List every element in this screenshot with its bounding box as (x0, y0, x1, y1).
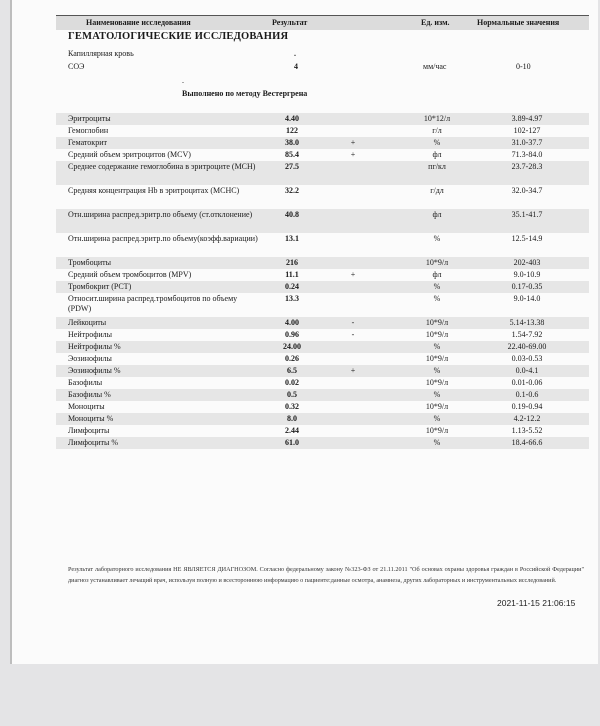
table-row (56, 389, 589, 401)
row-name: Отн.ширина распред.эритр.по объему(коэфф.вариации) (68, 234, 258, 243)
row-unit: фл (432, 210, 442, 219)
row-unit: % (433, 414, 441, 423)
row-flag: + (350, 138, 356, 147)
row-norm: 12.5-14.9 (511, 234, 543, 243)
row-value: 8.0 (287, 414, 297, 423)
row-value: 122 (286, 126, 298, 135)
row-value: 61.0 (285, 438, 299, 447)
row-norm: 31.0-37.7 (511, 138, 543, 147)
row-value: 13.3 (285, 294, 299, 303)
row-name: Лимфоциты % (68, 438, 119, 447)
row-unit: % (433, 438, 441, 447)
row-unit: 10*12/л (423, 114, 451, 123)
page-edge (10, 0, 12, 664)
row-flag: + (350, 366, 356, 375)
row-norm: 0.01-0.06 (511, 378, 543, 387)
row-value: 0.96 (285, 330, 299, 339)
header-norm: Нормальные значения (477, 18, 560, 27)
row-norm: 32.0-34.7 (511, 186, 543, 195)
row-norm: 1.13-5.52 (511, 426, 543, 435)
row-norm: 0.1-0.6 (515, 390, 539, 399)
row-value: 0.02 (285, 378, 299, 387)
row-norm: 9.0-14.0 (513, 294, 541, 303)
table-header (56, 15, 589, 30)
row-value: 13.1 (285, 234, 299, 243)
table-row (56, 341, 589, 353)
row-value: 2.44 (285, 426, 299, 435)
row-norm: 202-403 (513, 258, 541, 267)
row-name: Тромбокрит (PCT) (68, 282, 132, 291)
row-value: 6.5 (287, 366, 297, 375)
timestamp: 2021-11-15 21:06:15 (497, 598, 576, 608)
row-norm: 22.40-69.00 (507, 342, 547, 351)
row-value: 85.4 (285, 150, 299, 159)
row-name: Базофилы (68, 378, 103, 387)
row-norm: 3.89-4.97 (511, 114, 543, 123)
row-norm: 9.0-10.9 (513, 270, 541, 279)
row-value: 0.26 (285, 354, 299, 363)
row-norm: 23.7-28.3 (511, 162, 543, 171)
row-value: 38.0 (285, 138, 299, 147)
table-row (56, 161, 589, 185)
row-norm: 5.14-13.38 (509, 318, 545, 327)
disclaimer: Результат лабораторного исследования НЕ ЯВЛЯЕТСЯ ДИАГНОЗОМ. Согласно федеральному закону №323-ФЗ от 21.11.2011 "Об основах охраны здоровья граждан в Российской Федерации" диагноз устанавливает лечащий врач, используя полную и всестороннюю информацию о пациенте:данные осмотра, анамнеза, других лабораторных и инструментальных исследований. (68, 566, 584, 584)
row-name: Средний объем эритроцитов (MCV) (68, 150, 191, 159)
row-value: 4.00 (285, 318, 299, 327)
row-flag: + (350, 150, 356, 159)
row-value: 27.5 (285, 162, 299, 171)
row-unit: % (433, 390, 441, 399)
header-unit: Ед. изм. (421, 18, 450, 27)
row-name: Тромбоциты (68, 258, 111, 267)
row-name: Моноциты (68, 402, 105, 411)
row-norm: 4.2-12.2 (513, 414, 541, 423)
row-unit: фл (432, 270, 442, 279)
row-name: Гематокрит (68, 138, 107, 147)
row-name: Моноциты % (68, 414, 114, 423)
row-unit: 10*9/л (425, 258, 449, 267)
row-name: Нейтрофилы (68, 330, 113, 339)
row-flag: - (351, 318, 355, 327)
row-name: Базофилы % (68, 390, 111, 399)
row-flag: + (350, 270, 356, 279)
section-title: ГЕМАТОЛОГИЧЕСКИЕ ИССЛЕДОВАНИЯ (68, 31, 289, 42)
row-norm: 0.17-0.35 (511, 282, 543, 291)
table-row (56, 353, 589, 365)
table-row (56, 413, 589, 425)
pre-row-capillary (56, 47, 589, 60)
pre-row-name: СОЭ (68, 62, 85, 71)
row-norm: 0.03-0.53 (511, 354, 543, 363)
table-row (56, 209, 589, 233)
pre-row-unit: мм/час (423, 62, 447, 71)
table-row (56, 137, 589, 149)
table-row (56, 281, 589, 293)
row-value: 40.8 (285, 210, 299, 219)
row-norm: 18.4-66.6 (511, 438, 543, 447)
table-row (56, 329, 589, 341)
table-row (56, 317, 589, 329)
row-value: 0.32 (285, 402, 299, 411)
dot-mark: . (182, 76, 184, 85)
row-unit: 10*9/л (425, 378, 449, 387)
row-flag: - (351, 330, 355, 339)
row-name: Отн.ширина распред.эритр.по объему (ст.отклонение) (68, 210, 253, 219)
row-name: Эритроциты (68, 114, 111, 123)
table-row (56, 293, 589, 317)
pre-row-value: . (294, 49, 296, 58)
row-unit: % (433, 342, 441, 351)
row-name: Нейтрофилы % (68, 342, 121, 351)
row-value: 0.5 (287, 390, 297, 399)
row-value: 4.40 (285, 114, 299, 123)
table-row (56, 401, 589, 413)
table-row (56, 269, 589, 281)
method-note: Выполнено по методу Вестергрена (182, 89, 308, 98)
row-value: 11.1 (285, 270, 299, 279)
row-unit: 10*9/л (425, 318, 449, 327)
row-unit: 10*9/л (425, 426, 449, 435)
row-unit: г/дл (430, 186, 444, 195)
row-unit: 10*9/л (425, 354, 449, 363)
row-name: Эозинофилы % (68, 366, 121, 375)
results-table (56, 113, 589, 449)
row-unit: % (433, 138, 441, 147)
header-result: Результат (272, 18, 308, 27)
pre-row-norm: 0-10 (516, 62, 531, 71)
row-name: Среднее содержание гемоглобина в эритроците (MCH) (68, 162, 256, 171)
row-name: Лейкоциты (68, 318, 107, 327)
row-norm: 0.19-0.94 (511, 402, 543, 411)
row-name: Эозинофилы (68, 354, 112, 363)
row-norm: 102-127 (513, 126, 541, 135)
row-unit: % (433, 234, 441, 243)
pre-row-esr (56, 60, 589, 73)
row-name: Гемоглобин (68, 126, 109, 135)
row-unit: 10*9/л (425, 330, 449, 339)
row-value: 24.00 (283, 342, 301, 351)
row-name: Средний объем тромбоцитов (MPV) (68, 270, 192, 279)
row-norm: 35.1-41.7 (511, 210, 543, 219)
table-row (56, 233, 589, 257)
row-name: Лимфоциты (68, 426, 110, 435)
row-unit: % (433, 282, 441, 291)
table-row (56, 125, 589, 137)
table-row (56, 437, 589, 449)
row-norm: 71.3-84.0 (511, 150, 543, 159)
row-norm: 1.54-7.92 (511, 330, 543, 339)
header-name: Наименование исследования (86, 18, 191, 27)
row-name: Относит.ширина распред.тромбоцитов по объему (PDW) (68, 294, 238, 313)
table-row (56, 113, 589, 125)
row-name: Средняя концентрация Hb в эритроцитах (MCHC) (68, 186, 240, 195)
table-row (56, 365, 589, 377)
table-row (56, 425, 589, 437)
row-value: 32.2 (285, 186, 299, 195)
row-unit: фл (432, 150, 442, 159)
row-norm: 0.0-4.1 (515, 366, 539, 375)
row-unit: % (433, 294, 441, 303)
row-unit: % (433, 366, 441, 375)
pre-row-name: Капиллярная кровь (68, 49, 134, 58)
table-row (56, 149, 589, 161)
table-row (56, 257, 589, 269)
row-value: 0.24 (285, 282, 299, 291)
table-row (56, 185, 589, 209)
row-unit: г/л (432, 126, 442, 135)
row-unit: пг/кл (428, 162, 446, 171)
row-value: 216 (286, 258, 298, 267)
table-row (56, 377, 589, 389)
row-unit: 10*9/л (425, 402, 449, 411)
pre-row-value: 4 (294, 62, 298, 71)
